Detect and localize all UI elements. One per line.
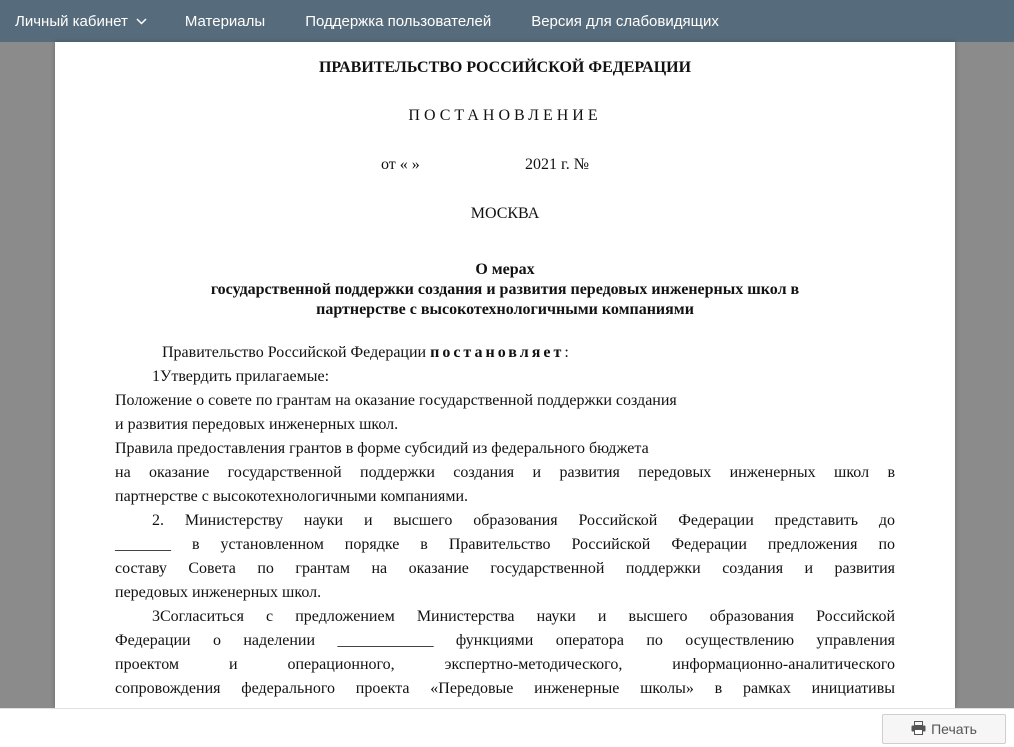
doc-date-year-number: 2021 г. № xyxy=(525,156,590,173)
doc-p3-line-1: 3Согласиться с предложением Министерства науки и высшего образования Российской xyxy=(152,608,895,625)
nav-personal-cabinet[interactable] xyxy=(15,0,147,42)
nav-materials[interactable]: Материалы xyxy=(184,12,266,30)
doc-paragraph-1: 1Утвердить прилагаемые: xyxy=(152,368,330,385)
doc-title-line-3: партнерстве с высокотехнологичными компаниями xyxy=(316,301,694,318)
doc-p2-line-3: составу Совета по грантам на оказание государственной поддержки создания и развития xyxy=(115,560,895,577)
top-navigation xyxy=(0,0,1014,42)
doc-p2-line-1: 2. Министерству науки и высшего образования Российской Федерации представить до xyxy=(152,512,895,529)
nav-low-vision-version[interactable]: Версия для слабовидящих xyxy=(531,12,719,30)
doc-p2-line-2: _______ в установленном порядке в Правительство Российской Федерации предложения по xyxy=(115,536,895,553)
doc-p1-item-a-line-2: и развития передовых инженерных школ. xyxy=(115,416,399,433)
doc-p2-line-4: передовых инженерных школ. xyxy=(115,584,322,601)
nav-user-support[interactable]: Поддержка пользователей xyxy=(305,12,492,30)
doc-title-line-1: О мерах xyxy=(475,261,535,278)
doc-p1-item-b-line-3: партнерстве с высокотехнологичными компаниями. xyxy=(115,488,469,505)
doc-intro-bold: постановляет xyxy=(430,344,565,361)
doc-intro xyxy=(162,341,569,365)
doc-p1-item-a-line-1: Положение о совете по грантам на оказание государственной поддержки создания xyxy=(115,392,677,409)
doc-date-prefix: от « » xyxy=(381,156,420,173)
doc-p3-line-4: сопровождения федерального проекта «Передовые инженерные школы» в рамках инициативы xyxy=(115,680,895,697)
print-button-label: Печать xyxy=(931,721,977,737)
doc-city: МОСКВА xyxy=(470,205,540,222)
doc-government-heading: ПРАВИТЕЛЬСТВО РОССИЙСКОЙ ФЕДЕРАЦИИ xyxy=(318,59,692,76)
bottom-toolbar xyxy=(0,708,1014,747)
doc-decree-heading: ПОСТАНОВЛЕНИЕ xyxy=(408,107,602,124)
chevron-down-icon xyxy=(136,18,147,25)
doc-intro-colon: : xyxy=(564,344,569,361)
doc-title-line-2: государственной поддержки создания и развития передовых инженерных школ в xyxy=(210,281,800,298)
document-page xyxy=(55,42,955,708)
nav-personal-cabinet-label: Личный кабинет xyxy=(15,12,128,30)
doc-p1-item-b-line-2: на оказание государственной поддержки создания и развития передовых инженерных школ в xyxy=(115,464,895,481)
doc-p3-line-3: проектом и операционного, экспертно-методического, информационно-аналитического xyxy=(115,656,895,673)
doc-intro-text: Правительство Российской Федерации xyxy=(162,344,431,361)
printer-icon xyxy=(911,721,931,738)
print-button[interactable] xyxy=(882,714,1006,744)
doc-p1-item-b-line-1: Правила предоставления грантов в форме субсидий из федерального бюджета xyxy=(115,440,649,457)
doc-p3-line-2: Федерации о наделении ____________ функциями оператора по осуществлению управления xyxy=(115,632,895,649)
